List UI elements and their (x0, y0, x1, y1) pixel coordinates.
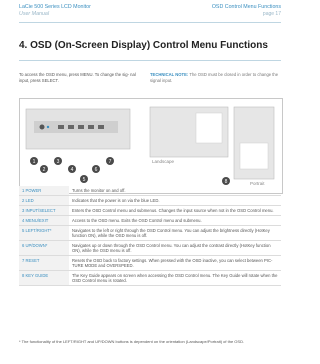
control-description: Navigates up or down through the OSD Control menu. You can adjust the contrast directly (HotKey function ON), while the OSD menu is off. (69, 241, 281, 256)
led-shape (47, 126, 49, 128)
power-button-shape (40, 125, 45, 130)
table-row (19, 241, 281, 256)
control-description: The Key Guide appears on screen when accessing the OSD Control menu. The Key Guide will rotate when the OSD Control menu is rotated. (69, 271, 281, 286)
portrait-label: Portrait (250, 181, 265, 186)
header-divider (19, 22, 281, 23)
intro-text: To access the OSD menu, press MENU. To change the sig- nal input, press SELECT. (19, 72, 136, 83)
up-down-button-shape (88, 125, 94, 129)
control-key: 3 INPUT/SELECT (19, 206, 69, 216)
control-key: 8 KEY GUIDE (19, 271, 69, 286)
callout-8 (222, 177, 230, 185)
technical-note-text: The OSD must be closed in order to change the signal input. (150, 72, 279, 83)
svg-text:6: 6 (94, 167, 98, 173)
document-header (19, 4, 91, 17)
control-key: 7 RESET (19, 256, 69, 271)
svg-text:3: 3 (56, 159, 60, 165)
technical-note-label: TECHNICAL NOTE: (150, 72, 189, 77)
footnote: * The functionality of the LEFT/RIGHT and UP/DOWN buttons is dependent on the orientation (Landscape/Portrait) of the OSD. (19, 339, 245, 344)
control-description: Enters the OSD Control menu and submenus. Changes the input source when not in the OSD Control menu. (69, 206, 281, 216)
document-subtitle: User Manual (19, 11, 50, 17)
select-button-shape (58, 125, 64, 129)
monitor-illustration (20, 99, 282, 193)
svg-text:8: 8 (224, 179, 228, 185)
callout-3 (54, 157, 62, 165)
controls-table (19, 186, 281, 286)
control-description: Access to the OSD menu. Exits the OSD Control menu and submenu. (69, 216, 281, 226)
svg-text:1: 1 (32, 159, 36, 165)
landscape-label: Landscape (152, 159, 175, 164)
table-row (19, 206, 281, 216)
table-row (19, 186, 281, 196)
svg-text:2: 2 (42, 167, 46, 173)
technical-note (150, 72, 281, 83)
page-title: 4. OSD (On-Screen Display) Control Menu Functions (19, 40, 268, 51)
svg-text:7: 7 (108, 159, 112, 165)
callout-1 (30, 157, 38, 165)
control-key: 1 POWER (19, 186, 69, 196)
table-row (19, 196, 281, 206)
control-description: Resets the OSD back to factory settings. When pressed with the OSD inactive, you can select between PIC- TURE MODE and OVERSPEED. (69, 256, 281, 271)
control-description: Navigates to the left or right through the OSD Control menu. You can adjust the brightness directly (HotKey function ON), while the OSD menu is off. (69, 226, 281, 241)
menu-button-shape (68, 125, 74, 129)
table-row (19, 256, 281, 271)
control-description: Indicates that the power is on via the blue LED. (69, 196, 281, 206)
title-divider (19, 60, 281, 61)
button-strip (34, 121, 118, 133)
control-description: Turns the monitor on and off. (69, 186, 281, 196)
reset-button-shape (98, 125, 104, 129)
control-key: 4 MENU/EXIT (19, 216, 69, 226)
callout-6 (92, 165, 100, 173)
callout-5 (80, 175, 88, 183)
table-row (19, 216, 281, 226)
key-guide-portrait (240, 143, 268, 169)
svg-text:5: 5 (82, 177, 86, 183)
key-guide-landscape (196, 113, 222, 143)
page-number: page 17 (262, 11, 281, 17)
control-key: 2 LED (19, 196, 69, 206)
section-header (212, 4, 281, 17)
control-key: 6 UP/DOWN* (19, 241, 69, 256)
table-row (19, 226, 281, 241)
monitor-controls-figure (19, 98, 283, 194)
callout-2 (40, 165, 48, 173)
svg-text:4: 4 (70, 167, 74, 173)
control-key: 5 LEFT/RIGHT* (19, 226, 69, 241)
callout-7 (106, 157, 114, 165)
callout-4 (68, 165, 76, 173)
document-title: LaCie 500 Series LCD Monitor (19, 4, 91, 10)
left-right-button-shape (78, 125, 84, 129)
section-name: OSD Control Menu Functions (211, 4, 281, 10)
table-row (19, 271, 281, 286)
